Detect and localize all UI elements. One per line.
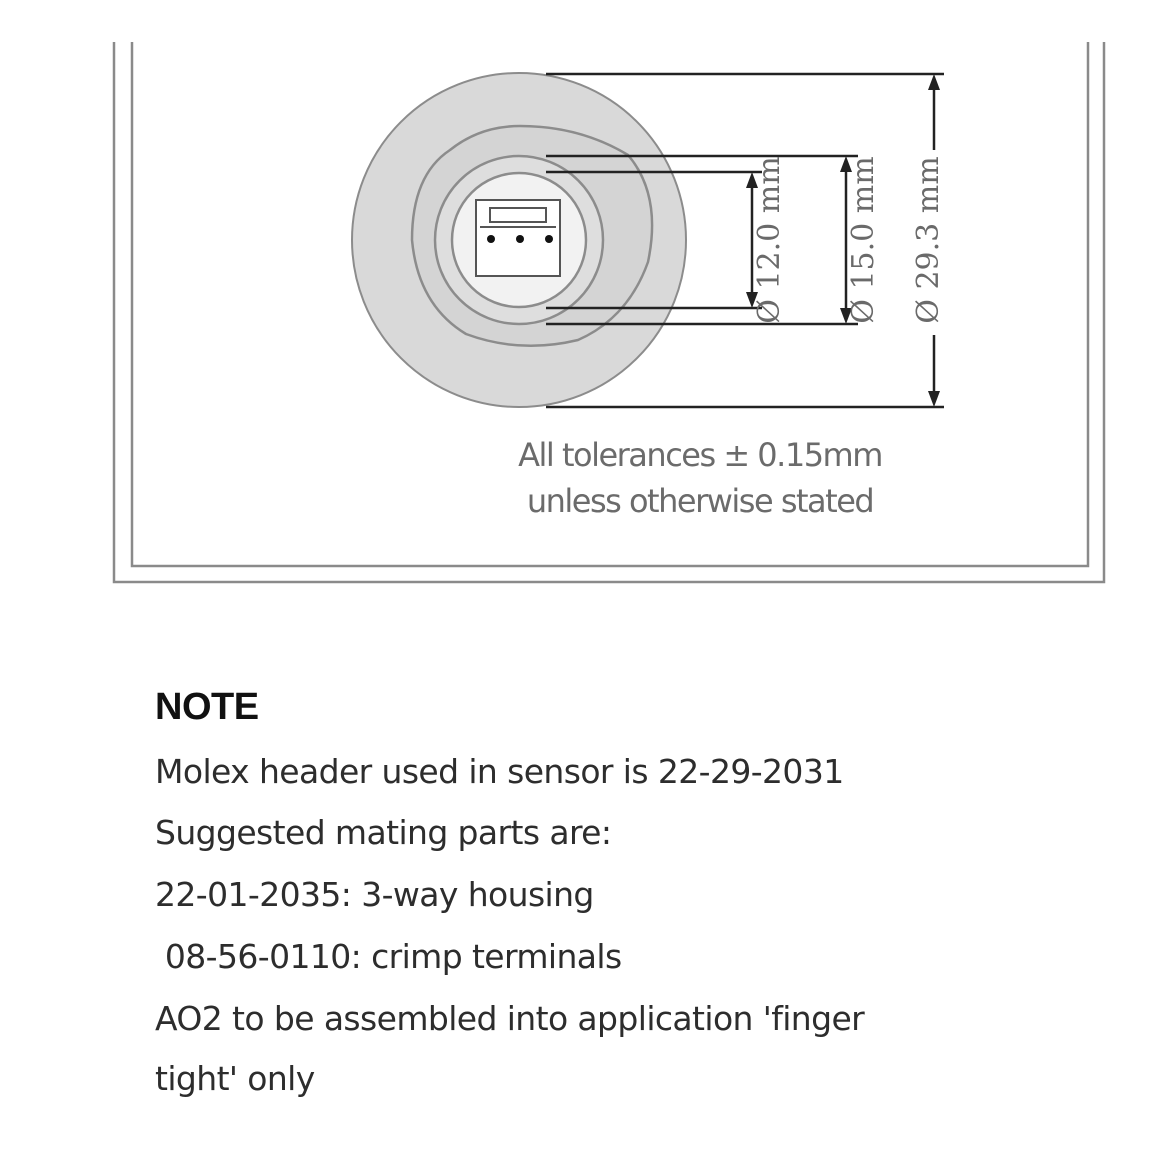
note-title: NOTE	[155, 686, 259, 728]
note-line: 22-01-2035: 3-way housing	[155, 875, 594, 914]
tolerance-note-line1: All tolerances ± 0.15mm	[518, 436, 882, 474]
note-line: 08-56-0110: crimp terminals	[155, 937, 622, 976]
note-line: AO2 to be assembled into application 'finger	[155, 999, 865, 1038]
note-line: tight' only	[155, 1059, 315, 1098]
dimension-label-29mm: Ø 29.3 mm	[911, 156, 946, 324]
note-line: Suggested mating parts are:	[155, 813, 612, 852]
molex-connector-icon	[476, 200, 560, 276]
tolerance-note-line2: unless otherwise stated	[526, 482, 874, 520]
dimension-label-12mm: Ø 12.0 mm	[752, 156, 787, 324]
note-line: Molex header used in sensor is 22-29-2031	[155, 752, 844, 791]
dimension-label-15mm: Ø 15.0 mm	[846, 156, 881, 324]
